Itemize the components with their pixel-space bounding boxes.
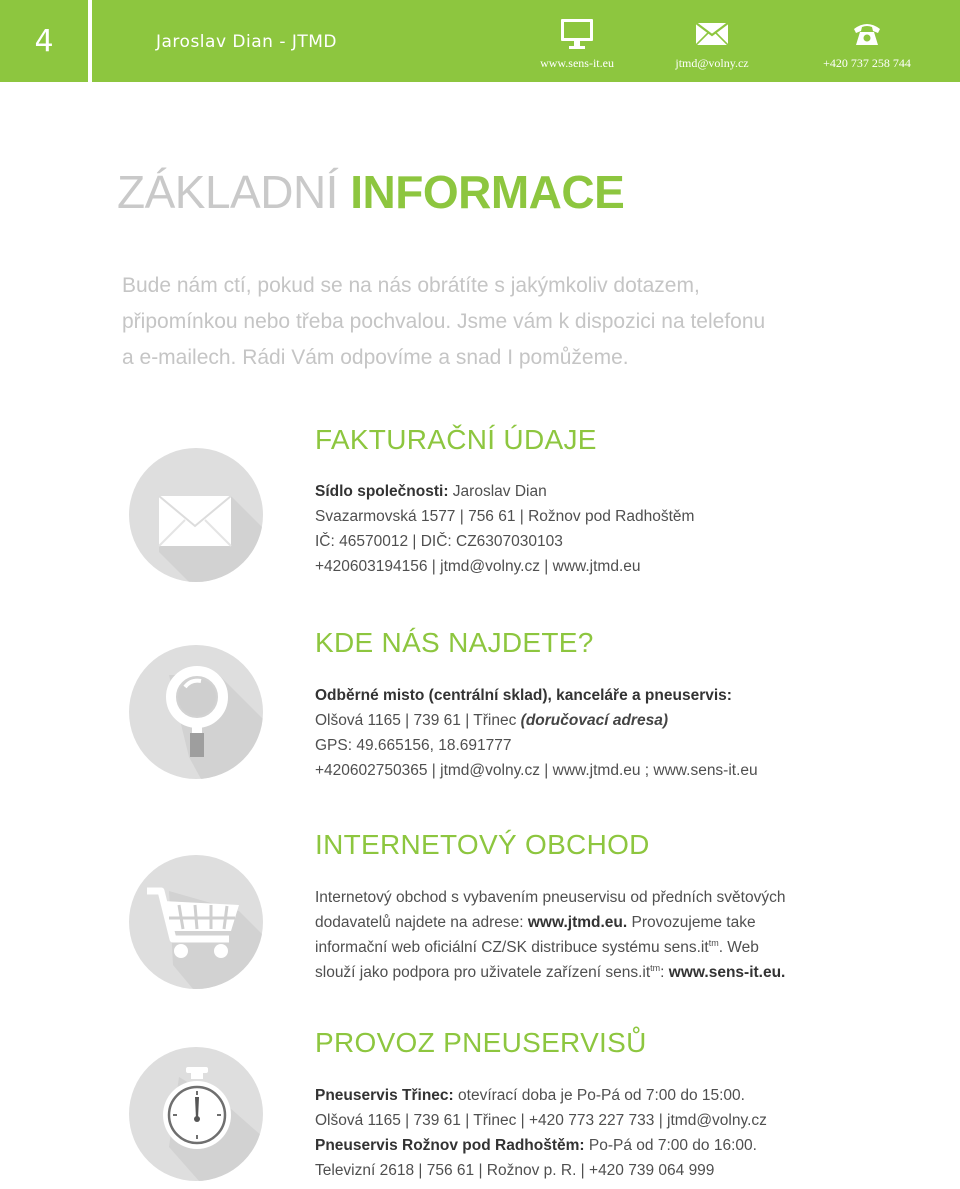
header-bar bbox=[0, 0, 960, 82]
mail-icon bbox=[696, 16, 728, 52]
location-heading: KDE NÁS NAJDETE? bbox=[315, 627, 594, 658]
billing-contacts: +420603194156 | jtmd@volny.cz | www.jtmd.eu bbox=[315, 558, 641, 575]
location-contacts: +420602750365 | jtmd@volny.cz | www.jtmd.eu ; www.sens-it.eu bbox=[315, 762, 758, 779]
header-web-text: www.sens-it.eu bbox=[540, 56, 614, 70]
title-bold: INFORMACE bbox=[350, 166, 625, 218]
envelope-icon bbox=[129, 448, 263, 582]
location-details bbox=[315, 683, 875, 783]
shop-details bbox=[315, 885, 895, 985]
shopping-cart-icon bbox=[129, 855, 263, 989]
shop-text: : bbox=[660, 964, 665, 981]
header-email-text: jtmd@volny.cz bbox=[675, 56, 749, 70]
trademark-mark: tm bbox=[650, 962, 661, 973]
shop-heading: INTERNETOVÝ OBCHOD bbox=[315, 829, 650, 860]
shop-text: Provozujeme take bbox=[631, 914, 756, 931]
billing-details bbox=[315, 479, 875, 579]
billing-heading: FAKTURAČNÍ ÚDAJE bbox=[315, 424, 597, 455]
trinec-label: Pneuservis Třinec: bbox=[315, 1087, 454, 1104]
service-details bbox=[315, 1083, 915, 1183]
trinec-address: Olšová 1165 | 739 61 | Třinec | +420 773 227 733 | jtmd@volny.cz bbox=[315, 1112, 767, 1129]
company-name: Jaroslav Dian - JTMD bbox=[156, 32, 338, 52]
location-label: Odběrné misto (centrální sklad), kanceláře a pneuservis: bbox=[315, 687, 732, 704]
telephone-icon bbox=[852, 16, 882, 52]
intro-line: a e-mailech. Rádi Vám odpovíme a snad I pomůžeme. bbox=[122, 346, 629, 369]
header-phone-text: +420 737 258 744 bbox=[823, 56, 911, 70]
billing-address: Svazarmovská 1577 | 756 61 | Rožnov pod Radhoštěm bbox=[315, 508, 695, 525]
trademark-mark: tm bbox=[708, 937, 719, 948]
location-note: (doručovací adresa) bbox=[520, 712, 668, 729]
intro-line: Bude nám ctí, pokud se na nás obrátíte s jakýmkoliv dotazem, bbox=[122, 274, 700, 297]
location-gps: GPS: 49.665156, 18.691777 bbox=[315, 737, 512, 754]
shop-text: dodavatelů najdete na adrese: bbox=[315, 914, 524, 931]
title-light: ZÁKLADNÍ bbox=[117, 166, 338, 218]
service-heading: PROVOZ PNEUSERVISŮ bbox=[315, 1027, 647, 1058]
intro-line: připomínkou nebo třeba pochvalou. Jsme vám k dispozici na telefonu bbox=[122, 310, 766, 333]
shop-text: slouží jako podpora pro uživatele zařízení sens.it bbox=[315, 964, 651, 981]
shop-link-jtmd[interactable]: www.jtmd.eu. bbox=[527, 914, 628, 931]
seat-value: Jaroslav Dian bbox=[452, 483, 547, 500]
header-web[interactable] bbox=[507, 0, 647, 82]
shop-text: . Web bbox=[718, 939, 759, 956]
header-phone[interactable] bbox=[797, 0, 937, 82]
header-main bbox=[92, 0, 960, 82]
roznov-label: Pneuservis Rožnov pod Radhoštěm: bbox=[315, 1137, 585, 1154]
page-title bbox=[117, 165, 624, 219]
billing-ids: IČ: 46570012 | DIČ: CZ6307030103 bbox=[315, 533, 563, 550]
trinec-hours: otevírací doba je Po-Pá od 7:00 do 15:00. bbox=[458, 1087, 745, 1104]
shop-line: Internetový obchod s vybavením pneuservisu od předních světových bbox=[315, 889, 786, 906]
shop-text: informační web oficiální CZ/SK distribuce systému sens.it bbox=[315, 939, 709, 956]
stopwatch-icon bbox=[129, 1047, 263, 1181]
roznov-address: Televizní 2618 | 756 61 | Rožnov p. R. | +420 739 064 999 bbox=[315, 1162, 715, 1179]
intro-text bbox=[122, 268, 882, 376]
seat-label: Sídlo společnosti: bbox=[315, 483, 449, 500]
magnifier-icon bbox=[129, 645, 263, 779]
header-email[interactable] bbox=[642, 0, 782, 82]
roznov-hours: Po-Pá od 7:00 do 16:00. bbox=[588, 1137, 757, 1154]
shop-link-sensit[interactable]: www.sens-it.eu. bbox=[668, 964, 786, 981]
monitor-icon bbox=[560, 16, 594, 52]
location-address: Olšová 1165 | 739 61 | Třinec bbox=[315, 712, 517, 729]
page-number: 4 bbox=[0, 0, 88, 82]
